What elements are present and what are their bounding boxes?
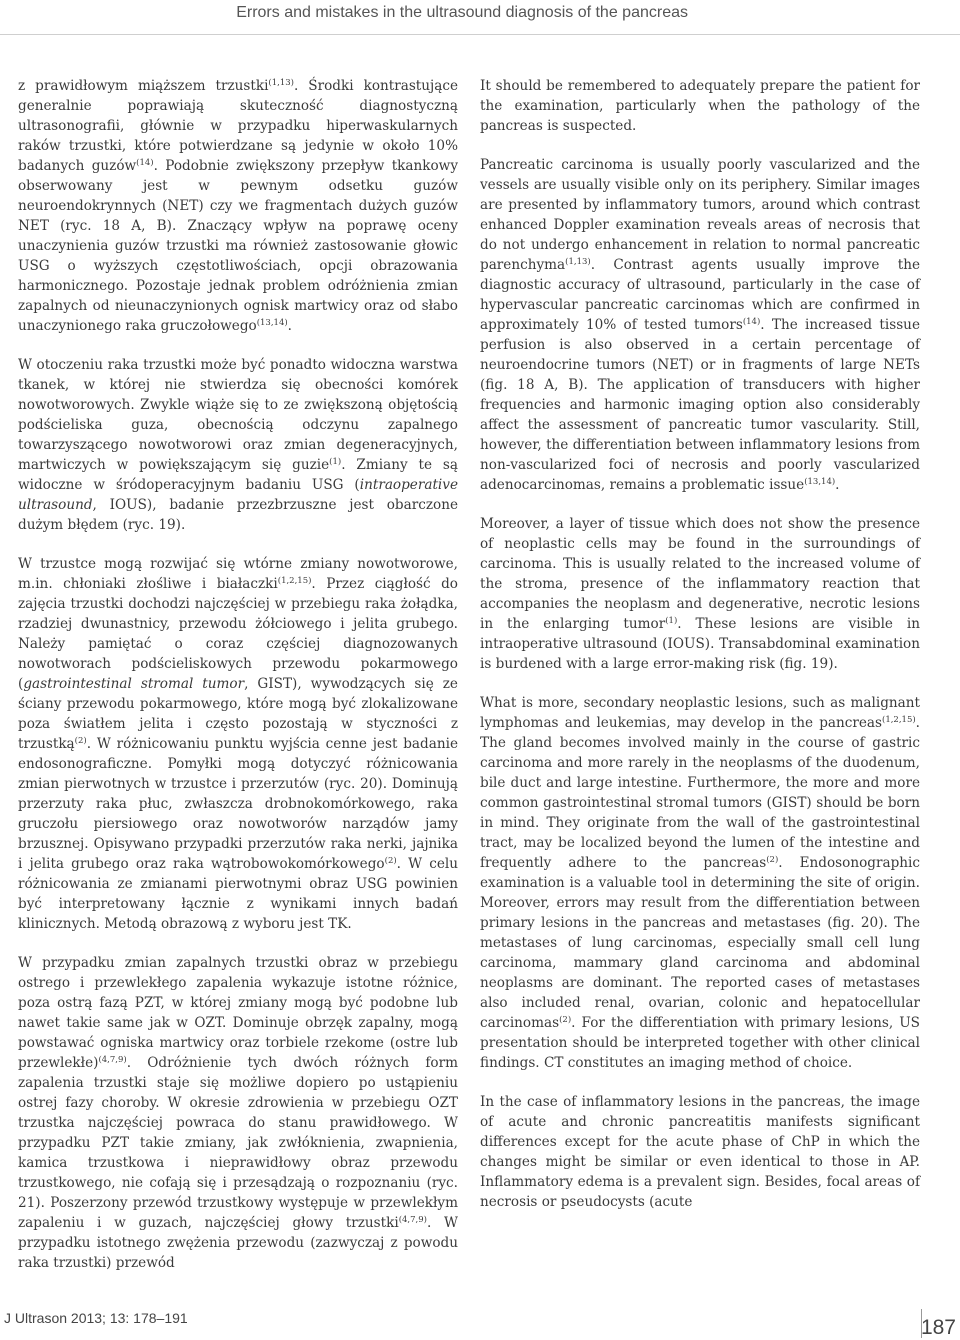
paragraph: W trzustce mogą rozwijać się wtórne zmiany nowotworowe, m.in. chłoniaki złośliwe i białaczki$^{(1,2,15)}$. Przez ciągłość do zajęcia trzustki dochodzi najczęściej w przebiegu raka żołądka, rzadziej dwunastnicy, przewodu żółciowego i jelita grubego. Należy pamiętać o coraz częściej diagnozowanych nowotworach podścieliskowych przewodu pokarmowego (gastrointestinal stromal tumor, GIST), wywodzących się ze ściany przewodu pokarmowego, które mogą być zlokalizowane poza światłem jelita i często pozostają w styczności z trzustką$^{(2)}$. W różnicowaniu punktu wyjścia cenne jest badanie endosonograficzne. Pomyłki mogą dotyczyć różnicowania zmian pierwotnych w trzustce i przerzutów (ryc. 20). Dominują przerzuty raka płuc, zwłaszcza drobnokomórkowego, raka gruczołu piersiowego oraz nowotworów narządów jamy brzusznej. Opisywano przypadki przerzutów raka nerki, jajnika i jelita grubego oraz raka wątrobowokomórkowego$^{(2)}$. W celu różnicowania ze zmianami pierwotnymi obraz USG powinien być interpretowany łącznie z wynikami innych badań klinicznych. Metodą obrazową z wyboru jest TK.	[18, 556, 459, 932]
journal-citation: J Ultrason 2013; 13: 178–191	[4, 1310, 188, 1326]
paragraph: z prawidłowym miąższem trzustki$^{(1,13)}$. Środki kontrastujące generalnie poprawiają skuteczność diagnostyczną ultrasonografii, głównie w przypadku hiperwaskularnych raków trzustki, które potwierdzane są jedynie w około 10% badanych guzów$^{(14)}$. Podobnie zwiększony przepływ tkankowy obserwowany jest w pewnym odsetku guzów neuroendokrynnych (NET) czy we fragmentach dużych guzów NET (ryc. 18 A, B). Znaczący wpływ na poprawę oceny unaczynienia guzów trzustki ma również zastosowanie głowic USG o wyższych częstotliwościach, opcji obrazowania harmonicznego. Pozostaje jednak problem odróżnienia zmian zapalnych od nieunaczynionych ognisk martwicy oraz od słabo unaczynionego raka gruczołowego$^{(13,14)}$.	[18, 78, 458, 334]
citation-reference: (1,2,15)	[882, 715, 916, 725]
paragraph: What is more, secondary neoplastic lesions, such as malignant lymphomas and leukemias, may develop in the pancreas$^{(1,2,15)}$. The gland becomes involved mainly in the course of gastric carcinoma and more rarely in the neoplasms of the duodenum, bile duct and large intestine. Furthermore, the more and more common gastrointestinal stromal tumors (GIST) should be born in mind. They originate from the wall of the gastrointestinal tract, may be localized beyond the lumen of the intestine and frequently adhere to the pancreas$^{(2)}$. Endosonographic examination is a valuable tool in determining the site of origin. Moreover, errors may result from the differentiation between primary lesions in the pancreas and metastases (fig. 20). The metastases of lung carcinomas, especially small cell lung carcinoma, mammary gland carcinoma and abdominal neoplasms are dominant. The reported cases of metastases also included renal, ovarian, colonic and hepatocellular carcinomas$^{(2)}$. For the differentiation with primary lesions, US presentation should be interpreted together with other clinical findings. CT constitutes an imaging method of choice.	[480, 695, 920, 1071]
paragraph: W przypadku zmian zapalnych trzustki obraz w przebiegu ostrego i przewlekłego zapalenia wykazuje istotne różnice, poza ostrą fazą PZT, w której zmiany mogą być podobne lub nawet takie same jak w OZT. Dominuje obrzęk zapalny, mogą powstawać ogniska martwicy oraz torbiele rzekome (ostre lub przewlekłe)$^{(4,7,9)}$. Odróżnienie tych dwóch różnych form zapalenia trzustki staje się możliwe dopiero po ustąpieniu ostrej fazy choroby. W okresie zdrowienia w przebiegu OZT trzustka najczęściej powraca do stanu prawidłowego. W przypadku PZT takie zmiany, jak zwłóknienia, zwapnienia, kamica trzustkowa i nieprawidłowy obraz przewodu trzustkowego, nie cofają się i przesądzają o rozpoznaniu (ryc. 21). Poszerzony przewód trzustkowy występuje w przewlekłym zapaleniu i w guzach, najczęściej głowy trzustki$^{(4,7,9)}$. W przypadku istotnego zwężenia przewodu (zazwyczaj z powodu raka trzustki) przewód	[18, 955, 458, 1271]
citation-reference: (4,7,9)	[398, 1215, 427, 1225]
citation-reference: (14)	[742, 317, 761, 327]
citation-reference: (14)	[136, 158, 154, 168]
citation-reference: (13,14)	[804, 477, 836, 487]
italic-term: intraoperative ultrasound	[18, 477, 458, 513]
running-header-title: Errors and mistakes in the ultrasound diagnosis of the pancreas	[236, 4, 688, 21]
citation-reference: (2)	[74, 736, 87, 746]
citation-reference: (4,7,9)	[98, 1055, 127, 1065]
italic-term: gastrointestinal stromal tumor	[23, 676, 245, 692]
running-header	[0, 0, 960, 35]
paragraph: In the case of inflammatory lesions in the pancreas, the image of acute and chronic pancreatitis manifests significant differences except for the acute phase of ChP in which the changes might be similar or even identical to those in AP. Inflammatory edema is a prevalent sign. Besides, focal areas of necrosis or pseudocysts (acute	[480, 1094, 920, 1210]
paragraph: W otoczeniu raka trzustki może być ponadto widoczna warstwa tkanek, w której nie stwierdza się obecności komórek nowotworowych. Zwykle wiąże się to ze zwiększoną objętością podścieliska guza, obecnością odczynu zapalnego towarzyszącego nowotworowi oraz zmian degeneracyjnych, martwiczych w powiększającym się guzie$^{(1)}$. Zmiany te są widoczne w śródoperacyjnym badaniu USG (intraoperative ultrasound, IOUS), badanie przezbrzuszne jest obarczone dużym błędem (ryc. 19).	[18, 357, 458, 533]
citation-reference: (1)	[665, 616, 678, 626]
paragraph: Moreover, a layer of tissue which does not show the presence of neoplastic cells may be found in the surroundings of carcinoma. This is usually related to the increased volume of the stroma, presence of the inflammatory reaction that accompanies the neoplasm and degenerative, necrotic lesions in the enlarging tumor$^{(1)}$. These lesions are visible in intraoperative ultrasound (IOUS). Transabdominal examination is burdened with a large error-making risk (fig. 19).	[480, 516, 921, 672]
citation-reference: (2)	[559, 1015, 572, 1025]
citation-reference: (1,13)	[268, 78, 294, 88]
citation-reference: (2)	[766, 855, 779, 865]
citation-reference: (2)	[384, 856, 397, 866]
paragraph: Pancreatic carcinoma is usually poorly vascularized and the vessels are usually visible only on its periphery. Similar images are presented by inflammatory tumors, around which contrast enhanced Doppler examination reveals areas of necrosis that do not undergo enhancement in relation to normal pancreatic parenchyma$^{(1,13)}$. Contrast agents usually improve the diagnostic accuracy of ultrasound, particularly in the case of hypervascular pancreatic carcinomas which are confirmed in approximately 10% of tested tumors$^{(14)}$. The increased tissue perfusion is also observed in a certain percentage of neuroendocrine tumors (NET) or in fragments of large NETs (fig. 18 A, B). The application of transducers with higher frequencies and harmonic imaging option also considerably affect the assessment of pancreatic tumor vascularity. Still, however, the differentiation between inflammatory lesions from non-vascularized foci of necrosis and poorly vascularized adenocarcinomas, remains a problematic issue$^{(13,14)}$.	[480, 157, 920, 493]
left-column-polish	[18, 76, 458, 1292]
citation-reference: (1)	[329, 457, 342, 467]
right-column-english	[480, 76, 920, 1231]
citation-reference: (13,14)	[256, 318, 288, 328]
paragraph: It should be remembered to adequately prepare the patient for the examination, particularly when the pathology of the pancreas is suspected.	[480, 78, 920, 134]
citation-reference: (1,2,15)	[277, 576, 312, 586]
page-number: 187	[920, 1316, 956, 1339]
citation-reference: (1,13)	[565, 257, 591, 267]
